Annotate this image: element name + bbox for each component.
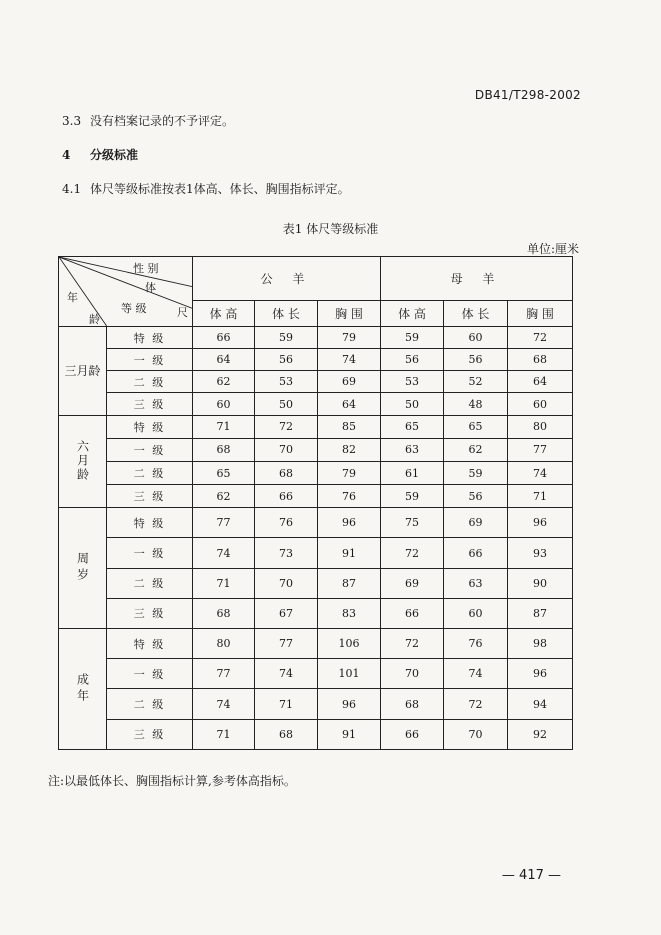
table-row xyxy=(59,719,573,749)
section-number: 4 xyxy=(62,148,71,162)
measure-value: 66 xyxy=(381,598,444,628)
grade-label: 特 级 xyxy=(107,508,193,538)
measure-value: 67 xyxy=(255,598,318,628)
measure-value: 68 xyxy=(381,689,444,719)
group-header-ewe: 母 羊 xyxy=(381,257,573,301)
body-size-grade-table xyxy=(58,256,573,750)
measure-value: 70 xyxy=(444,719,508,749)
corner-sex-label: 性 别 xyxy=(133,262,159,275)
table-row xyxy=(59,438,573,461)
col-header-ewe-girth: 胸 围 xyxy=(508,301,573,327)
grade-label: 二 级 xyxy=(107,371,193,393)
corner-measure-label: 尺 xyxy=(177,306,188,319)
grade-label: 特 级 xyxy=(107,327,193,349)
grade-label: 二 级 xyxy=(107,568,193,598)
measure-value: 68 xyxy=(255,461,318,484)
table-row xyxy=(59,598,573,628)
table-row xyxy=(59,393,573,415)
measure-value: 72 xyxy=(444,689,508,719)
measure-value: 53 xyxy=(255,371,318,393)
clause-text: 没有档案记录的不予评定。 xyxy=(90,114,235,128)
measure-value: 59 xyxy=(444,461,508,484)
measure-value: 60 xyxy=(444,327,508,349)
measure-value: 74 xyxy=(193,689,255,719)
measure-value: 64 xyxy=(508,371,573,393)
measure-value: 70 xyxy=(381,659,444,689)
clause-number: 3.3 xyxy=(62,114,82,128)
measure-value: 50 xyxy=(381,393,444,415)
measure-value: 60 xyxy=(444,598,508,628)
measure-value: 59 xyxy=(381,485,444,508)
measure-value: 69 xyxy=(318,371,381,393)
section-title: 分级标准 xyxy=(90,148,139,162)
measure-value: 74 xyxy=(444,659,508,689)
measure-value: 68 xyxy=(193,438,255,461)
measure-value: 74 xyxy=(255,659,318,689)
measure-value: 75 xyxy=(381,508,444,538)
header-corner xyxy=(59,257,193,327)
measure-value: 63 xyxy=(381,438,444,461)
measure-value: 71 xyxy=(193,719,255,749)
measure-value: 71 xyxy=(193,568,255,598)
measure-value: 73 xyxy=(255,538,318,568)
measure-value: 72 xyxy=(508,327,573,349)
measure-value: 96 xyxy=(508,508,573,538)
measure-value: 80 xyxy=(193,629,255,659)
measure-value: 71 xyxy=(508,485,573,508)
measure-value: 65 xyxy=(381,415,444,438)
table-unit: 单位:厘米 xyxy=(526,242,579,256)
measure-value: 66 xyxy=(444,538,508,568)
measure-value: 63 xyxy=(444,568,508,598)
measure-value: 48 xyxy=(444,393,508,415)
grade-label: 一 级 xyxy=(107,349,193,371)
measure-value: 59 xyxy=(255,327,318,349)
measure-value: 64 xyxy=(193,349,255,371)
measure-value: 69 xyxy=(381,568,444,598)
measure-value: 66 xyxy=(381,719,444,749)
grade-label: 特 级 xyxy=(107,629,193,659)
age-group-label: 三月龄 xyxy=(59,327,107,416)
measure-value: 62 xyxy=(193,371,255,393)
measure-value: 64 xyxy=(318,393,381,415)
measure-value: 60 xyxy=(508,393,573,415)
clause-text: 体尺等级标准按表1体高、体长、胸围指标评定。 xyxy=(90,182,350,196)
measure-value: 56 xyxy=(381,349,444,371)
measure-value: 74 xyxy=(508,461,573,484)
measure-value: 92 xyxy=(508,719,573,749)
clause-number: 4.1 xyxy=(62,182,82,196)
table-row xyxy=(59,568,573,598)
measure-value: 50 xyxy=(255,393,318,415)
measure-value: 69 xyxy=(444,508,508,538)
grade-label: 特 级 xyxy=(107,415,193,438)
measure-value: 80 xyxy=(508,415,573,438)
corner-grade-label: 等 级 xyxy=(121,302,147,315)
measure-value: 68 xyxy=(508,349,573,371)
measure-value: 62 xyxy=(444,438,508,461)
measure-value: 87 xyxy=(318,568,381,598)
measure-value: 76 xyxy=(444,629,508,659)
measure-value: 74 xyxy=(193,538,255,568)
measure-value: 91 xyxy=(318,538,381,568)
table-note: 注:以最低体长、胸围指标计算,参考体高指标。 xyxy=(48,774,296,788)
grade-label: 二 级 xyxy=(107,461,193,484)
col-header-ewe-length: 体 长 xyxy=(444,301,508,327)
measure-value: 70 xyxy=(255,568,318,598)
age-group-label: 成年 xyxy=(59,629,107,750)
measure-value: 90 xyxy=(508,568,573,598)
measure-value: 83 xyxy=(318,598,381,628)
age-group-label: 六月龄 xyxy=(59,415,107,508)
measure-value: 72 xyxy=(255,415,318,438)
col-header-ram-length: 体 长 xyxy=(255,301,318,327)
grade-label: 三 级 xyxy=(107,393,193,415)
measure-value: 66 xyxy=(255,485,318,508)
measure-value: 82 xyxy=(318,438,381,461)
col-header-ewe-height: 体 高 xyxy=(381,301,444,327)
measure-value: 96 xyxy=(318,689,381,719)
measure-value: 85 xyxy=(318,415,381,438)
col-header-ram-girth: 胸 围 xyxy=(318,301,381,327)
measure-value: 62 xyxy=(193,485,255,508)
measure-value: 91 xyxy=(318,719,381,749)
table-row xyxy=(59,659,573,689)
table-row xyxy=(59,461,573,484)
measure-value: 68 xyxy=(255,719,318,749)
measure-value: 56 xyxy=(444,349,508,371)
measure-value: 96 xyxy=(318,508,381,538)
measure-value: 77 xyxy=(255,629,318,659)
measure-value: 71 xyxy=(255,689,318,719)
measure-value: 61 xyxy=(381,461,444,484)
grade-label: 一 级 xyxy=(107,538,193,568)
clause-3-3 xyxy=(62,112,234,129)
measure-value: 68 xyxy=(193,598,255,628)
measure-value: 77 xyxy=(193,508,255,538)
measure-value: 77 xyxy=(508,438,573,461)
measure-value: 52 xyxy=(444,371,508,393)
measure-value: 65 xyxy=(444,415,508,438)
measure-value: 93 xyxy=(508,538,573,568)
grade-label: 三 级 xyxy=(107,485,193,508)
measure-value: 72 xyxy=(381,538,444,568)
measure-value: 56 xyxy=(444,485,508,508)
section-4-heading xyxy=(62,146,138,163)
measure-value: 56 xyxy=(255,349,318,371)
measure-value: 96 xyxy=(508,659,573,689)
measure-value: 72 xyxy=(381,629,444,659)
table-row xyxy=(59,415,573,438)
table-row xyxy=(59,349,573,371)
table-row xyxy=(59,538,573,568)
measure-value: 71 xyxy=(193,415,255,438)
table-row xyxy=(59,327,573,349)
grade-label: 一 级 xyxy=(107,659,193,689)
age-group-label: 周岁 xyxy=(59,508,107,629)
table-caption: 表1 体尺等级标准 xyxy=(282,222,379,236)
measure-value: 53 xyxy=(381,371,444,393)
page-number: — 417 — xyxy=(501,868,561,883)
measure-value: 94 xyxy=(508,689,573,719)
table-row xyxy=(59,485,573,508)
clause-4-1 xyxy=(62,180,350,197)
measure-value: 76 xyxy=(255,508,318,538)
grade-label: 二 级 xyxy=(107,689,193,719)
measure-value: 77 xyxy=(193,659,255,689)
measure-value: 59 xyxy=(381,327,444,349)
measure-value: 76 xyxy=(318,485,381,508)
table-row xyxy=(59,629,573,659)
measure-value: 70 xyxy=(255,438,318,461)
grade-label: 一 级 xyxy=(107,438,193,461)
measure-value: 74 xyxy=(318,349,381,371)
grade-label: 三 级 xyxy=(107,719,193,749)
table-row xyxy=(59,689,573,719)
table-row xyxy=(59,371,573,393)
corner-body-label: 体 xyxy=(145,281,156,294)
measure-value: 101 xyxy=(318,659,381,689)
measure-value: 98 xyxy=(508,629,573,659)
corner-age-label-top: 年 xyxy=(67,291,78,304)
group-header-ram: 公 羊 xyxy=(193,257,381,301)
measure-value: 66 xyxy=(193,327,255,349)
measure-value: 87 xyxy=(508,598,573,628)
standard-code: DB41/T298-2002 xyxy=(474,88,581,102)
corner-age-label-bottom: 龄 xyxy=(89,313,100,326)
col-header-ram-height: 体 高 xyxy=(193,301,255,327)
table-row xyxy=(59,508,573,538)
grade-label: 三 级 xyxy=(107,598,193,628)
measure-value: 60 xyxy=(193,393,255,415)
measure-value: 106 xyxy=(318,629,381,659)
measure-value: 79 xyxy=(318,461,381,484)
measure-value: 65 xyxy=(193,461,255,484)
measure-value: 79 xyxy=(318,327,381,349)
